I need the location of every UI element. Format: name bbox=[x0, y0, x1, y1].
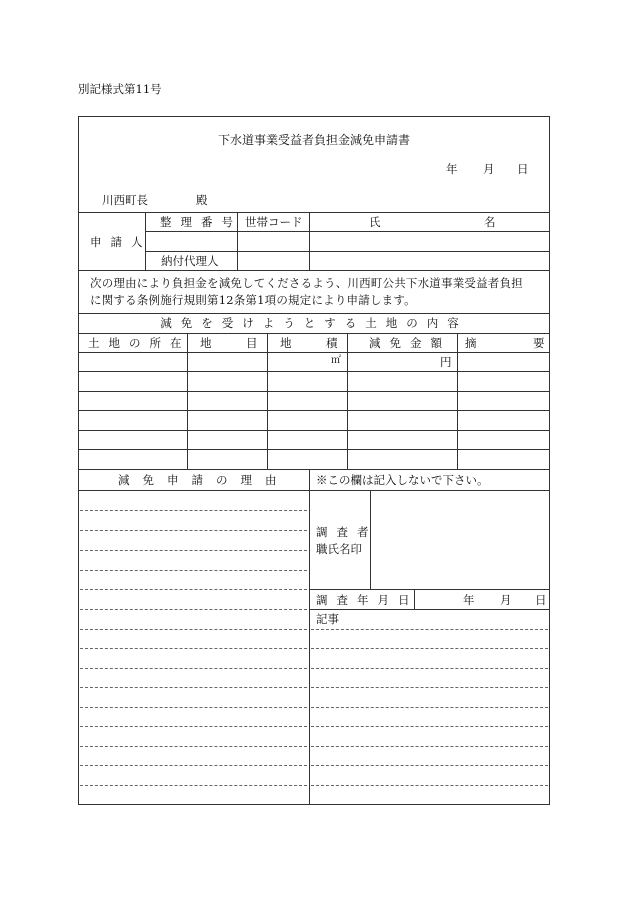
col-amount-header: 減免金額 bbox=[369, 336, 451, 350]
land-category-cells[interactable] bbox=[188, 353, 266, 468]
date-year-label: 年 bbox=[446, 162, 458, 176]
addressee-honorific: 殿 bbox=[196, 193, 208, 207]
col-household-header: 世帯コード bbox=[245, 215, 303, 229]
notes-text-area[interactable] bbox=[310, 630, 549, 804]
agent-code-field[interactable] bbox=[238, 252, 308, 269]
form-number: 別記様式第11号 bbox=[78, 82, 162, 96]
notes-label: 記事 bbox=[316, 612, 339, 626]
rule bbox=[78, 270, 550, 271]
inspector-label: 調査者 bbox=[316, 525, 378, 539]
applicant-name-field[interactable] bbox=[310, 232, 549, 250]
number-field[interactable] bbox=[146, 232, 236, 250]
survey-year-label: 年 bbox=[463, 593, 475, 607]
inspector-name-seal-label: 職氏名印 bbox=[316, 542, 362, 556]
col-location-header: 土地の所在 bbox=[88, 336, 191, 350]
land-location-cells[interactable] bbox=[79, 353, 186, 468]
date-day-label: 日 bbox=[517, 162, 529, 176]
date-month-field[interactable] bbox=[455, 160, 480, 178]
rule bbox=[78, 333, 550, 334]
area-unit: ㎡ bbox=[331, 355, 341, 366]
land-area-cells[interactable] bbox=[268, 353, 346, 468]
household-code-field[interactable] bbox=[238, 232, 308, 250]
rule bbox=[78, 212, 550, 213]
land-amount-cells[interactable] bbox=[348, 353, 456, 468]
survey-date-label: 調査年月日 bbox=[316, 593, 419, 607]
statement-line-1: 次の理由により負担金を減免してくださるよう、川西町公共下水道事業受益者負担 bbox=[90, 276, 523, 290]
survey-day-label: 日 bbox=[535, 593, 547, 607]
date-day-field[interactable] bbox=[493, 160, 515, 178]
rule bbox=[78, 313, 550, 314]
col-area-header-2: 積 bbox=[326, 336, 338, 350]
survey-date-field[interactable] bbox=[415, 590, 549, 608]
amount-unit: 円 bbox=[440, 355, 452, 369]
date-month-label: 月 bbox=[483, 162, 495, 176]
col-category-header-1: 地 bbox=[200, 336, 212, 350]
rule bbox=[78, 469, 550, 470]
col-name-header-2: 名 bbox=[484, 215, 496, 229]
office-only-note: ※この欄は記入しないで下さい。 bbox=[316, 473, 489, 487]
reason-text-area[interactable] bbox=[79, 491, 308, 804]
survey-month-label: 月 bbox=[500, 593, 512, 607]
addressee-name: 川西町長 bbox=[102, 193, 148, 207]
col-name-header-1: 氏 bbox=[369, 215, 381, 229]
rule bbox=[309, 609, 550, 610]
date-year-field[interactable] bbox=[395, 160, 440, 178]
col-area-header-1: 地 bbox=[280, 336, 292, 350]
col-number-header: 整理番号 bbox=[160, 215, 242, 229]
land-remarks-cells[interactable] bbox=[458, 353, 549, 468]
agent-label: 納付代理人 bbox=[161, 254, 219, 268]
agent-name-field[interactable] bbox=[310, 252, 549, 269]
col-remarks-header-2: 要 bbox=[533, 336, 545, 350]
col-remarks-header-1: 摘 bbox=[465, 336, 477, 350]
statement-line-2: に関する条例施行規則第12条第1項の規定により申請します。 bbox=[90, 293, 416, 307]
land-heading: 減免を受けようとする土地の内容 bbox=[160, 316, 468, 330]
form-title: 下水道事業受益者負担金減免申請書 bbox=[217, 133, 410, 147]
reason-heading: 減免申請の理由 bbox=[118, 473, 290, 487]
applicant-label: 申請人 bbox=[90, 235, 152, 249]
col-category-header-2: 目 bbox=[246, 336, 258, 350]
inspector-seal-field[interactable] bbox=[371, 491, 549, 588]
